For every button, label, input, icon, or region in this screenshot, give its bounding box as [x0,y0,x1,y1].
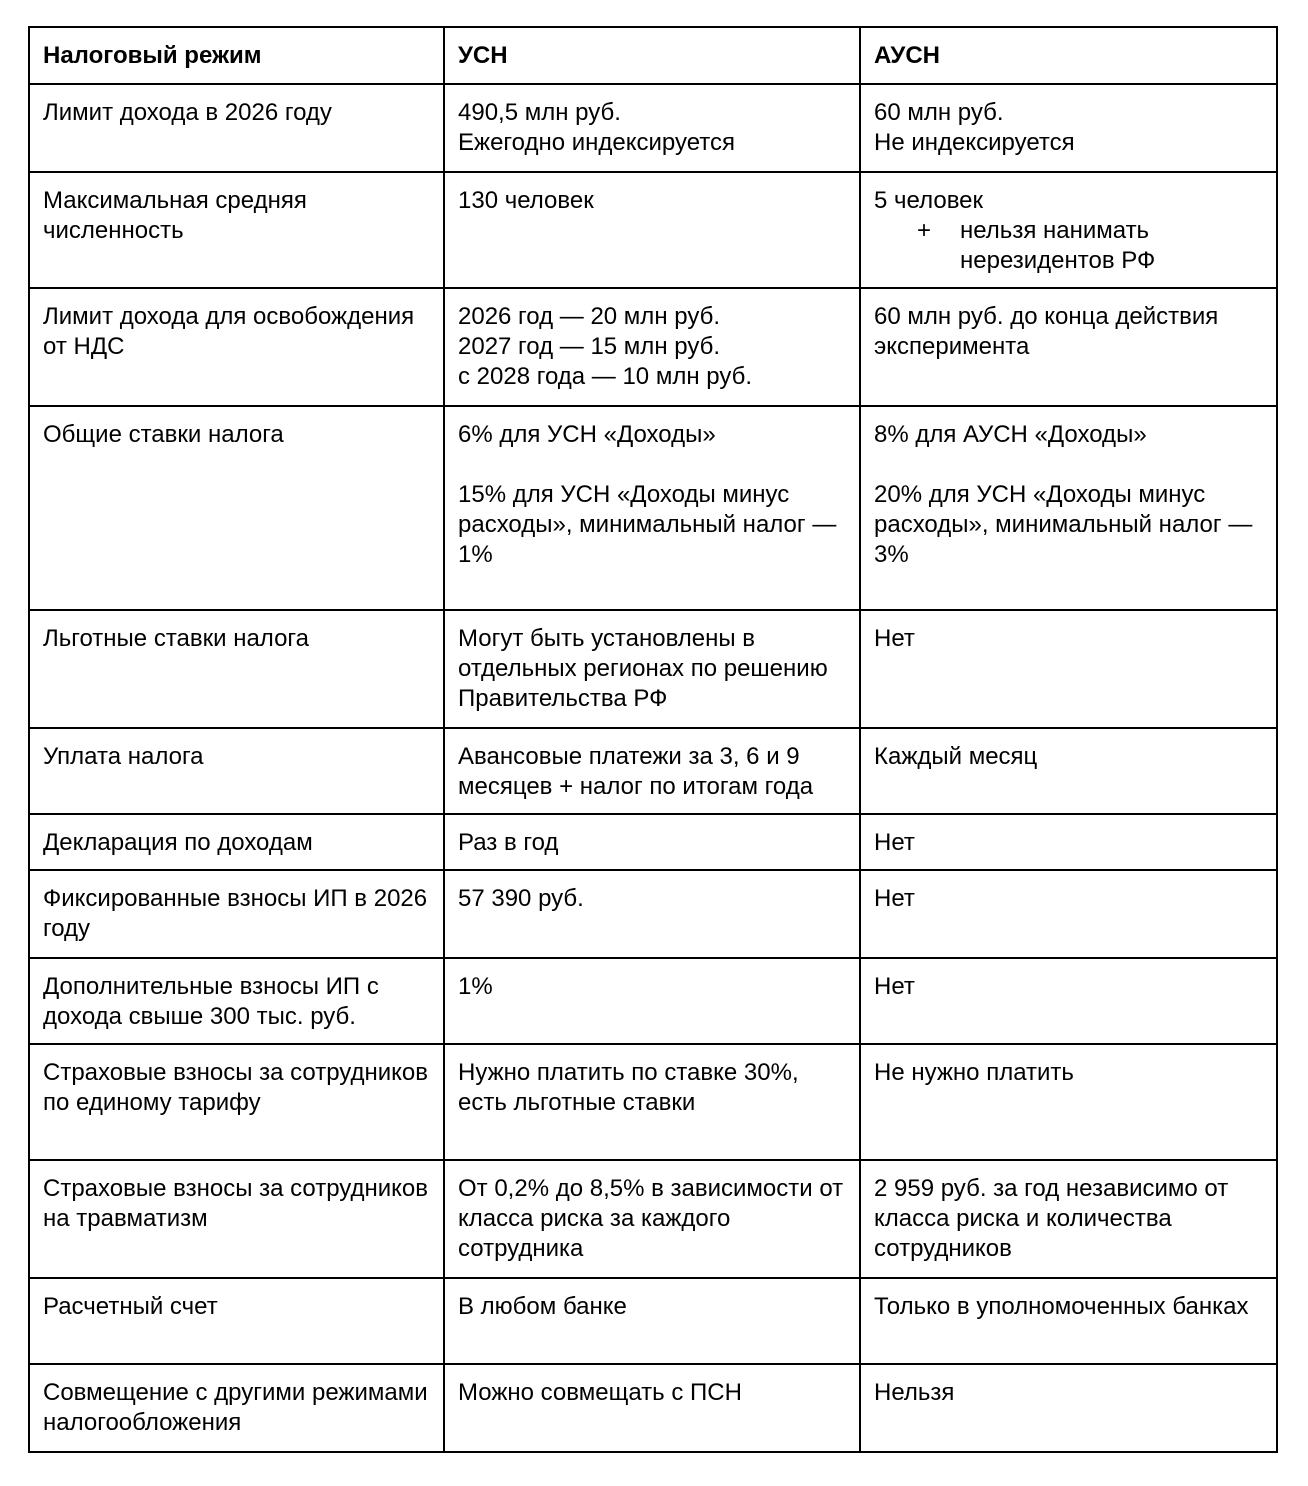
row-label-text: Уплата налога [43,743,204,770]
ausn-bullet-text: нельзя нанимать нерезидентов РФ [960,217,1156,274]
usn-value: 57 390 руб. [458,885,584,912]
ausn-value: Нет [874,829,915,856]
table-row [29,172,1277,288]
usn-cell [444,814,860,870]
row-label [29,288,444,406]
ausn-value: 2 959 руб. за год независимо от класса риска и количества сотрудников [874,1175,1229,1262]
row-label-text: Лимит дохода для освобождения от НДС [43,303,415,360]
ausn-bullet-item [874,216,1264,276]
usn-value-paragraph: 15% для УСН «Доходы минус расходы», минимальный налог — 1% [458,481,837,568]
usn-cell [444,84,860,172]
usn-cell [444,406,860,610]
table-row [29,288,1277,406]
row-label [29,406,444,610]
ausn-value: Нет [874,973,915,1000]
row-label-text: Страховые взносы за сотрудников на травматизм [43,1175,429,1232]
row-label-text: Дополнительные взносы ИП с дохода свыше 300 тыс. руб. [43,973,379,1030]
usn-value: Можно совмещать с ПСН [458,1379,742,1406]
row-label [29,728,444,814]
ausn-value: Нет [874,625,915,652]
usn-cell [444,610,860,728]
row-label-text: Лимит дохода в 2026 году [43,99,332,126]
ausn-value: Нет [874,885,915,912]
ausn-cell [860,958,1277,1044]
row-label [29,84,444,172]
usn-cell [444,1364,860,1452]
header-cell-usn: УСН [444,27,860,84]
row-label-text: Страховые взносы за сотрудников по единому тарифу [43,1059,429,1116]
row-label [29,958,444,1044]
table-row [29,1278,1277,1364]
table-row [29,1364,1277,1452]
row-label [29,1044,444,1160]
usn-value: В любом банке [458,1293,627,1320]
ausn-cell [860,1044,1277,1160]
usn-value: 130 человек [458,187,594,214]
row-label [29,610,444,728]
table-row [29,728,1277,814]
ausn-cell [860,728,1277,814]
usn-cell [444,1044,860,1160]
ausn-cell [860,870,1277,958]
usn-cell [444,1278,860,1364]
table-header-row [29,27,1277,84]
row-label [29,1278,444,1364]
usn-cell [444,1160,860,1278]
ausn-cell [860,288,1277,406]
ausn-cell [860,1278,1277,1364]
usn-value: Авансовые платежи за 3, 6 и 9 месяцев + налог по итогам года [458,743,814,800]
usn-value: Нужно платить по ставке 30%, есть льготные ставки [458,1059,799,1116]
usn-value-line: Ежегодно индексируется [458,129,735,156]
usn-cell [444,958,860,1044]
row-label-text: Совмещение с другими режимами налогообложения [43,1379,428,1436]
usn-value: От 0,2% до 8,5% в зависимости от класса риска за каждого сотрудника [458,1175,844,1262]
ausn-value-line: 60 млн руб. [874,99,1004,126]
row-label [29,172,444,288]
ausn-value-paragraph: 8% для АУСН «Доходы» [874,421,1147,448]
ausn-value: Не нужно платить [874,1059,1074,1086]
table-row [29,1160,1277,1278]
plus-bullet-icon: + [917,217,932,244]
row-label [29,814,444,870]
ausn-cell [860,172,1277,288]
table-row [29,814,1277,870]
ausn-value: Нельзя [874,1379,955,1406]
table-row [29,870,1277,958]
row-label-text: Льготные ставки налога [43,625,310,652]
usn-value-line: 2027 год — 15 млн руб. [458,333,720,360]
row-label [29,1160,444,1278]
ausn-cell [860,1364,1277,1452]
row-label-text: Общие ставки налога [43,421,284,448]
ausn-cell [860,1160,1277,1278]
row-label-text: Расчетный счет [43,1293,218,1320]
usn-value-line: 490,5 млн руб. [458,99,621,126]
row-label-text: Максимальная средняя численность [43,187,307,244]
usn-value-line: с 2028 года — 10 млн руб. [458,363,753,390]
ausn-value: 60 млн руб. до конца действия эксперимента [874,303,1219,360]
usn-value: 1% [458,973,493,1000]
row-label [29,1364,444,1452]
usn-cell [444,172,860,288]
header-cell-regime: Налоговый режим [29,27,444,84]
usn-value-paragraph: 6% для УСН «Доходы» [458,421,716,448]
table-row [29,610,1277,728]
row-label-text: Декларация по доходам [43,829,313,856]
usn-cell [444,728,860,814]
table-row [29,84,1277,172]
table-row [29,406,1277,610]
table-row [29,958,1277,1044]
row-label-text: Фиксированные взносы ИП в 2026 году [43,885,428,942]
ausn-cell [860,610,1277,728]
comparison-table [28,26,1278,1453]
ausn-cell [860,84,1277,172]
usn-cell [444,870,860,958]
ausn-value: Только в уполномоченных банках [874,1293,1249,1320]
usn-value: Могут быть установлены в отдельных регионах по решению Правительства РФ [458,625,828,712]
ausn-cell [860,406,1277,610]
table-row [29,1044,1277,1160]
ausn-value: 5 человек [874,187,984,214]
usn-cell [444,288,860,406]
ausn-cell [860,814,1277,870]
ausn-value-paragraph: 20% для УСН «Доходы минус расходы», минимальный налог — 3% [874,481,1253,568]
usn-value: Раз в год [458,829,559,856]
row-label [29,870,444,958]
ausn-value: Каждый месяц [874,743,1038,770]
ausn-value-line: Не индексируется [874,129,1075,156]
usn-value-line: 2026 год — 20 млн руб. [458,303,720,330]
header-cell-ausn: АУСН [860,27,1277,84]
